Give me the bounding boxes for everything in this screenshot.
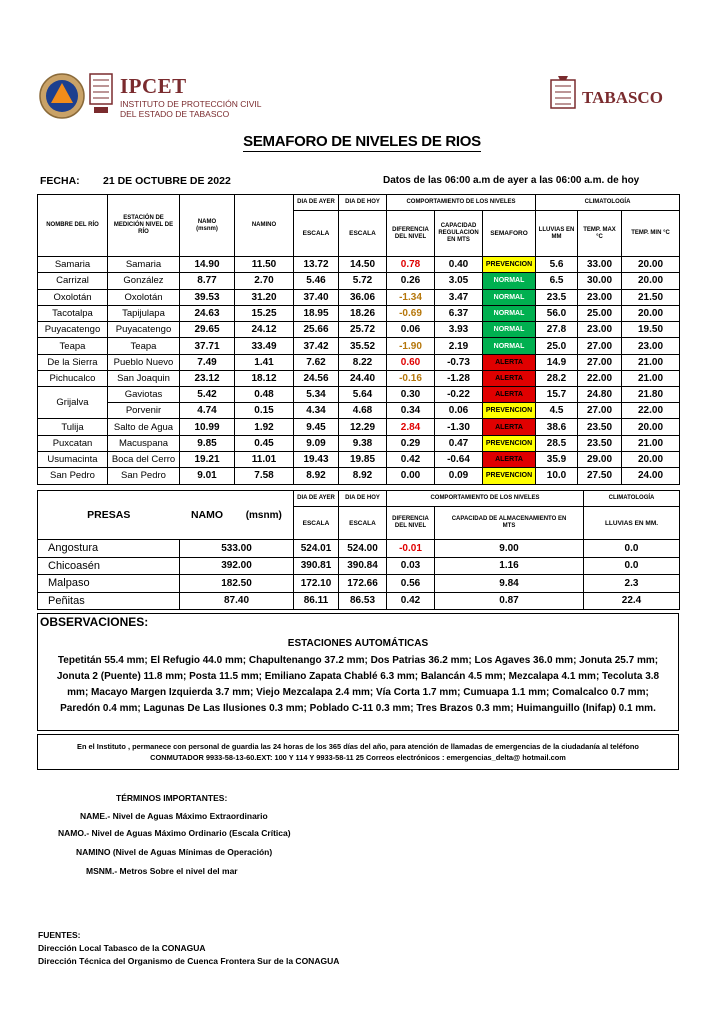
lluvia-value: 23.5 (536, 289, 578, 305)
ipcet-shield-icon (88, 72, 114, 121)
temp-max-value: 27.00 (578, 354, 622, 370)
river-name: San Pedro (38, 468, 108, 484)
presas-col-escala-hoy: ESCALA (339, 507, 387, 540)
escala-hoy-value: 19.85 (339, 451, 387, 467)
semaforo-status: ALERTA (483, 387, 536, 403)
temp-min-value: 22.00 (622, 403, 680, 419)
diferencia-value: 0.78 (387, 257, 435, 273)
presa-namo-value: 533.00 (180, 540, 294, 558)
lluvia-value: 6.5 (536, 273, 578, 289)
fecha-label: FECHA: (40, 175, 80, 187)
ipcet-logo (120, 74, 262, 119)
presas-header: PRESAS (38, 491, 180, 540)
semaforo-status: NORMAL (483, 338, 536, 354)
temp-max-value: 27.00 (578, 403, 622, 419)
river-row (38, 322, 680, 338)
station-name: Porvenir (108, 403, 180, 419)
escala-hoy-value: 35.52 (339, 338, 387, 354)
river-row (38, 354, 680, 370)
state-name: TABASCO (582, 88, 663, 107)
river-row (38, 468, 680, 484)
diferencia-value: -1.34 (387, 289, 435, 305)
col-dia-hoy: DIA DE HOY (339, 195, 387, 211)
col-temp-min: TEMP. MIN °C (622, 211, 680, 257)
capacidad-value: -0.22 (435, 387, 483, 403)
lluvia-value: 28.5 (536, 435, 578, 451)
temp-min-value: 20.00 (622, 305, 680, 321)
temp-min-value: 19.50 (622, 322, 680, 338)
presa-name: Peñitas (38, 592, 180, 610)
presa-name: Angostura (38, 540, 180, 558)
station-name: Boca del Cerro (108, 451, 180, 467)
capacidad-value: -1.30 (435, 419, 483, 435)
namino-value: 0.15 (235, 403, 294, 419)
namino-value: 2.70 (235, 273, 294, 289)
instituto-line2: CONMUTADOR 9933-58-13-60.EXT: 100 Y 114 Y 9933-58-11 25 Correos electrónicos : emergencias_delta@ hotmail.com (150, 753, 566, 762)
river-name: Samaria (38, 257, 108, 273)
presa-escala-hoy: 524.00 (339, 540, 387, 558)
diferencia-value: 0.06 (387, 322, 435, 338)
namo-value: 10.99 (180, 419, 235, 435)
river-name: Puxcatan (38, 435, 108, 451)
semaforo-status: ALERTA (483, 451, 536, 467)
temp-max-value: 33.00 (578, 257, 622, 273)
observaciones-title: OBSERVACIONES: (40, 615, 149, 629)
semaforo-status: ALERTA (483, 371, 536, 387)
presa-diferencia: 0.03 (387, 557, 435, 575)
diferencia-value: 0.30 (387, 387, 435, 403)
river-row (38, 289, 680, 305)
tabasco-shield-icon (548, 74, 578, 114)
river-row (38, 371, 680, 387)
presa-lluvia: 0.0 (584, 540, 680, 558)
presas-col-dia-ayer: DIA DE AYER (294, 491, 339, 507)
semaforo-status: NORMAL (483, 305, 536, 321)
presa-escala-hoy: 390.84 (339, 557, 387, 575)
presa-escala-hoy: 172.66 (339, 575, 387, 593)
lluvia-value: 38.6 (536, 419, 578, 435)
river-name: Pichucalco (38, 371, 108, 387)
diferencia-value: 0.29 (387, 435, 435, 451)
capacidad-value: 3.05 (435, 273, 483, 289)
org-line1: INSTITUTO DE PROTECCIÓN CIVIL (120, 99, 262, 109)
instituto-box (37, 734, 679, 770)
temp-max-value: 27.00 (578, 338, 622, 354)
temp-min-value: 21.00 (622, 435, 680, 451)
station-name: Macuspana (108, 435, 180, 451)
temp-min-value: 20.00 (622, 451, 680, 467)
presas-msnm-header: (msnm) (235, 491, 294, 540)
page-title: SEMAFORO DE NIVELES DE RIOS (243, 133, 481, 150)
diferencia-value: 0.00 (387, 468, 435, 484)
col-semaforo: SEMAFORO (483, 211, 536, 257)
estaciones-text: Tepetitán 55.4 mm; El Refugio 44.0 mm; Chapultenango 37.2 mm; Dos Patrias 36.2 mm; Los Agaves 36.0 mm; Jonuta 25.7 mm; Jonuta 2 (Puente) 11.8 mm; Posta 11.5 mm; Emiliano Zapata Chablé 6.3 mm; Balancán 4.5 mm; Mezcalapa 4.1 mm; Tecoluta 3.8 mm; Macayo Margen Izquierda 3.7 mm; Viejo Mezcalapa 2.4 mm; Vía Corta 1.7 mm; Cumuapa 1.1 mm; Comalcalco 0.7 mm; Paredón 0.4 mm; Lagunas De Las Ilusiones 0.3 mm; Poblado C-11 0.3 mm; Tres Brazos 0.3 mm; Huimanguillo (Inifap) 0.1 mm. (56, 655, 660, 714)
station-name: San Pedro (108, 468, 180, 484)
station-name: Gaviotas (108, 387, 180, 403)
river-name: Tacotalpa (38, 305, 108, 321)
diferencia-value: 0.26 (387, 273, 435, 289)
escala-ayer-value: 13.72 (294, 257, 339, 273)
river-name: Teapa (38, 338, 108, 354)
escala-ayer-value: 37.40 (294, 289, 339, 305)
presas-col-dia-hoy: DIA DE HOY (339, 491, 387, 507)
diferencia-value: 2.84 (387, 419, 435, 435)
col-estacion: ESTACIÓN DE MEDICIÓN NIVEL DE RÍO (108, 195, 180, 257)
temp-min-value: 24.00 (622, 468, 680, 484)
namino-value: 1.92 (235, 419, 294, 435)
lluvia-value: 28.2 (536, 371, 578, 387)
semaforo-status: PREVENCION (483, 257, 536, 273)
station-name: Salto de Agua (108, 419, 180, 435)
temp-min-value: 20.00 (622, 257, 680, 273)
presa-name: Chicoasén (38, 557, 180, 575)
presas-col-lluvias: LLUVIAS EN MM. (584, 507, 680, 540)
capacidad-value: 0.40 (435, 257, 483, 273)
river-name: Grijalva (38, 387, 108, 419)
escala-ayer-value: 37.42 (294, 338, 339, 354)
river-name: Oxolotán (38, 289, 108, 305)
semaforo-status: NORMAL (483, 289, 536, 305)
presa-escala-hoy: 86.53 (339, 592, 387, 610)
presa-row (38, 575, 680, 593)
diferencia-value: 0.42 (387, 451, 435, 467)
capacidad-value: -0.73 (435, 354, 483, 370)
namo-value: 8.77 (180, 273, 235, 289)
presas-namo-header: NAMO (180, 491, 235, 540)
presas-col-climatologia: CLIMATOLOGÍA (584, 491, 680, 507)
capacidad-value: 3.93 (435, 322, 483, 338)
presas-col-capacidad: CAPACIDAD DE ALMACENAMIENTO EN MTS (435, 507, 584, 540)
escala-hoy-value: 8.92 (339, 468, 387, 484)
namo-value: 24.63 (180, 305, 235, 321)
term-name: NAME.- Nivel de Aguas Máximo Extraordinario (80, 811, 268, 821)
river-row (38, 419, 680, 435)
namo-value: 29.65 (180, 322, 235, 338)
presa-capacidad: 0.87 (435, 592, 584, 610)
col-namo: NAMO (msnm) (180, 195, 235, 257)
col-temp-max: TEMP. MAX °C (578, 211, 622, 257)
terminos-title: TÉRMINOS IMPORTANTES: (116, 793, 228, 803)
lluvia-value: 15.7 (536, 387, 578, 403)
escala-hoy-value: 24.40 (339, 371, 387, 387)
escala-hoy-value: 4.68 (339, 403, 387, 419)
escala-ayer-value: 8.92 (294, 468, 339, 484)
escala-ayer-value: 9.45 (294, 419, 339, 435)
semaforo-status: NORMAL (483, 273, 536, 289)
fuente-1: Dirección Local Tabasco de la CONAGUA (38, 943, 206, 953)
escala-hoy-value: 8.22 (339, 354, 387, 370)
temp-max-value: 23.00 (578, 289, 622, 305)
col-dia-ayer: DIA DE AYER (294, 195, 339, 211)
datos-range: Datos de las 06:00 a.m de ayer a las 06:00 a.m. de hoy (383, 175, 640, 186)
namino-value: 7.58 (235, 468, 294, 484)
river-row (38, 403, 680, 419)
lluvia-value: 35.9 (536, 451, 578, 467)
river-name: Carrizal (38, 273, 108, 289)
presa-diferencia: -0.01 (387, 540, 435, 558)
capacidad-value: 0.47 (435, 435, 483, 451)
temp-max-value: 23.00 (578, 322, 622, 338)
org-short: IPCET (120, 74, 187, 98)
rivers-table (37, 194, 680, 485)
presa-namo-value: 182.50 (180, 575, 294, 593)
escala-hoy-value: 5.72 (339, 273, 387, 289)
civil-protection-logo (38, 72, 86, 125)
temp-max-value: 29.00 (578, 451, 622, 467)
presa-escala-ayer: 86.11 (294, 592, 339, 610)
temp-max-value: 24.80 (578, 387, 622, 403)
namo-value: 19.21 (180, 451, 235, 467)
presas-table (37, 490, 680, 610)
station-name: San Joaquin (108, 371, 180, 387)
river-row (38, 451, 680, 467)
namino-value: 1.41 (235, 354, 294, 370)
capacidad-value: 6.37 (435, 305, 483, 321)
diferencia-value: -0.16 (387, 371, 435, 387)
lluvia-value: 5.6 (536, 257, 578, 273)
col-climatologia: CLIMATOLOGÍA (536, 195, 680, 211)
escala-hoy-value: 5.64 (339, 387, 387, 403)
capacidad-value: 2.19 (435, 338, 483, 354)
temp-max-value: 23.50 (578, 435, 622, 451)
col-comportamiento: COMPORTAMIENTO DE LOS NIVELES (387, 195, 536, 211)
org-line2: DEL ESTADO DE TABASCO (120, 109, 230, 119)
namo-value: 39.53 (180, 289, 235, 305)
presa-escala-ayer: 172.10 (294, 575, 339, 593)
presas-col-comportamiento: COMPORTAMIENTO DE LOS NIVELES (387, 491, 584, 507)
presa-diferencia: 0.56 (387, 575, 435, 593)
temp-min-value: 21.00 (622, 371, 680, 387)
term-namino: NAMINO (Nivel de Aguas Mínimas de Operación) (76, 847, 273, 857)
escala-ayer-value: 24.56 (294, 371, 339, 387)
semaforo-status: PREVENCION (483, 403, 536, 419)
capacidad-value: -0.64 (435, 451, 483, 467)
lluvia-value: 56.0 (536, 305, 578, 321)
escala-ayer-value: 5.46 (294, 273, 339, 289)
semaforo-status: NORMAL (483, 322, 536, 338)
namo-value: 37.71 (180, 338, 235, 354)
instituto-line1: En el Instituto , permanece con personal de guardia las 24 horas de los 365 días del año, para atención de llamadas de emergencias de la ciudadanía al teléfono (77, 742, 639, 751)
col-capacidad: CAPACIDAD REGULACION EN MTS (435, 211, 483, 257)
namino-value: 0.45 (235, 435, 294, 451)
presa-diferencia: 0.42 (387, 592, 435, 610)
presa-row (38, 557, 680, 575)
presa-lluvia: 22.4 (584, 592, 680, 610)
col-escala-ayer: ESCALA (294, 211, 339, 257)
fuente-2: Dirección Técnica del Organismo de Cuenca Frontera Sur de la CONAGUA (38, 956, 340, 966)
temp-max-value: 23.50 (578, 419, 622, 435)
lluvia-value: 14.9 (536, 354, 578, 370)
capacidad-value: 3.47 (435, 289, 483, 305)
river-row (38, 257, 680, 273)
presa-row (38, 592, 680, 610)
temp-max-value: 30.00 (578, 273, 622, 289)
namo-value: 9.01 (180, 468, 235, 484)
river-name: Puyacatengo (38, 322, 108, 338)
diferencia-value: -1.90 (387, 338, 435, 354)
temp-min-value: 20.00 (622, 273, 680, 289)
namo-value: 9.85 (180, 435, 235, 451)
presa-lluvia: 0.0 (584, 557, 680, 575)
lluvia-value: 27.8 (536, 322, 578, 338)
escala-hoy-value: 9.38 (339, 435, 387, 451)
namo-value: 14.90 (180, 257, 235, 273)
escala-hoy-value: 18.26 (339, 305, 387, 321)
presa-namo-value: 392.00 (180, 557, 294, 575)
temp-max-value: 22.00 (578, 371, 622, 387)
station-name: González (108, 273, 180, 289)
col-namino: NAMINO (235, 195, 294, 257)
col-escala-hoy: ESCALA (339, 211, 387, 257)
escala-hoy-value: 36.06 (339, 289, 387, 305)
semaforo-status: PREVENCION (483, 435, 536, 451)
diferencia-value: 0.60 (387, 354, 435, 370)
term-namo: NAMO.- Nivel de Aguas Máximo Ordinario (Escala Crítica) (58, 828, 291, 838)
presa-capacidad: 9.84 (435, 575, 584, 593)
temp-min-value: 23.00 (622, 338, 680, 354)
temp-min-value: 20.00 (622, 419, 680, 435)
escala-hoy-value: 25.72 (339, 322, 387, 338)
presa-namo-value: 87.40 (180, 592, 294, 610)
namino-value: 11.50 (235, 257, 294, 273)
fuentes-title: FUENTES: (38, 930, 81, 940)
river-row (38, 435, 680, 451)
river-row (38, 305, 680, 321)
presa-row (38, 540, 680, 558)
river-name: Usumacinta (38, 451, 108, 467)
diferencia-value: 0.34 (387, 403, 435, 419)
namo-value: 5.42 (180, 387, 235, 403)
presa-escala-ayer: 390.81 (294, 557, 339, 575)
namino-value: 33.49 (235, 338, 294, 354)
station-name: Samaria (108, 257, 180, 273)
estaciones-subtitle: ESTACIONES AUTOMÁTICAS (287, 638, 429, 649)
namo-value: 7.49 (180, 354, 235, 370)
escala-ayer-value: 9.09 (294, 435, 339, 451)
presa-escala-ayer: 524.01 (294, 540, 339, 558)
semaforo-status: ALERTA (483, 354, 536, 370)
station-name: Oxolotán (108, 289, 180, 305)
river-row (38, 273, 680, 289)
temp-max-value: 25.00 (578, 305, 622, 321)
col-lluvias: LLUVIAS EN MM (536, 211, 578, 257)
river-name: Tulija (38, 419, 108, 435)
escala-ayer-value: 19.43 (294, 451, 339, 467)
lluvia-value: 4.5 (536, 403, 578, 419)
diferencia-value: -0.69 (387, 305, 435, 321)
semaforo-status: PREVENCION (483, 468, 536, 484)
capacidad-value: 0.09 (435, 468, 483, 484)
tabasco-logo (548, 74, 663, 119)
presas-col-escala-ayer: ESCALA (294, 507, 339, 540)
escala-ayer-value: 7.62 (294, 354, 339, 370)
presa-name: Malpaso (38, 575, 180, 593)
col-diferencia: DIFERENCIA DEL NIVEL (387, 211, 435, 257)
escala-hoy-value: 12.29 (339, 419, 387, 435)
presa-capacidad: 9.00 (435, 540, 584, 558)
fecha-value: 21 DE OCTUBRE DE 2022 (103, 175, 231, 187)
station-name: Pueblo Nuevo (108, 354, 180, 370)
escala-hoy-value: 14.50 (339, 257, 387, 273)
col-rio: NOMBRE DEL RÍO (38, 195, 108, 257)
escala-ayer-value: 4.34 (294, 403, 339, 419)
namino-value: 18.12 (235, 371, 294, 387)
namino-value: 0.48 (235, 387, 294, 403)
river-row (38, 338, 680, 354)
namo-value: 23.12 (180, 371, 235, 387)
temp-min-value: 21.00 (622, 354, 680, 370)
temp-max-value: 27.50 (578, 468, 622, 484)
lluvia-value: 10.0 (536, 468, 578, 484)
escala-ayer-value: 5.34 (294, 387, 339, 403)
presas-col-diferencia: DIFERENCIA DEL NIVEL (387, 507, 435, 540)
station-name: Tapijulapa (108, 305, 180, 321)
escala-ayer-value: 25.66 (294, 322, 339, 338)
temp-min-value: 21.50 (622, 289, 680, 305)
capacidad-value: -1.28 (435, 371, 483, 387)
semaforo-status: ALERTA (483, 419, 536, 435)
observaciones-box (37, 613, 679, 731)
namino-value: 15.25 (235, 305, 294, 321)
namino-value: 11.01 (235, 451, 294, 467)
lluvia-value: 25.0 (536, 338, 578, 354)
capacidad-value: 0.06 (435, 403, 483, 419)
station-name: Teapa (108, 338, 180, 354)
presa-lluvia: 2.3 (584, 575, 680, 593)
namo-value: 4.74 (180, 403, 235, 419)
namino-value: 31.20 (235, 289, 294, 305)
namino-value: 24.12 (235, 322, 294, 338)
river-name: De la Sierra (38, 354, 108, 370)
escala-ayer-value: 18.95 (294, 305, 339, 321)
river-row (38, 387, 680, 403)
presa-capacidad: 1.16 (435, 557, 584, 575)
term-msnm: MSNM.- Metros Sobre el nivel del mar (86, 866, 238, 876)
station-name: Puyacatengo (108, 322, 180, 338)
temp-min-value: 21.80 (622, 387, 680, 403)
